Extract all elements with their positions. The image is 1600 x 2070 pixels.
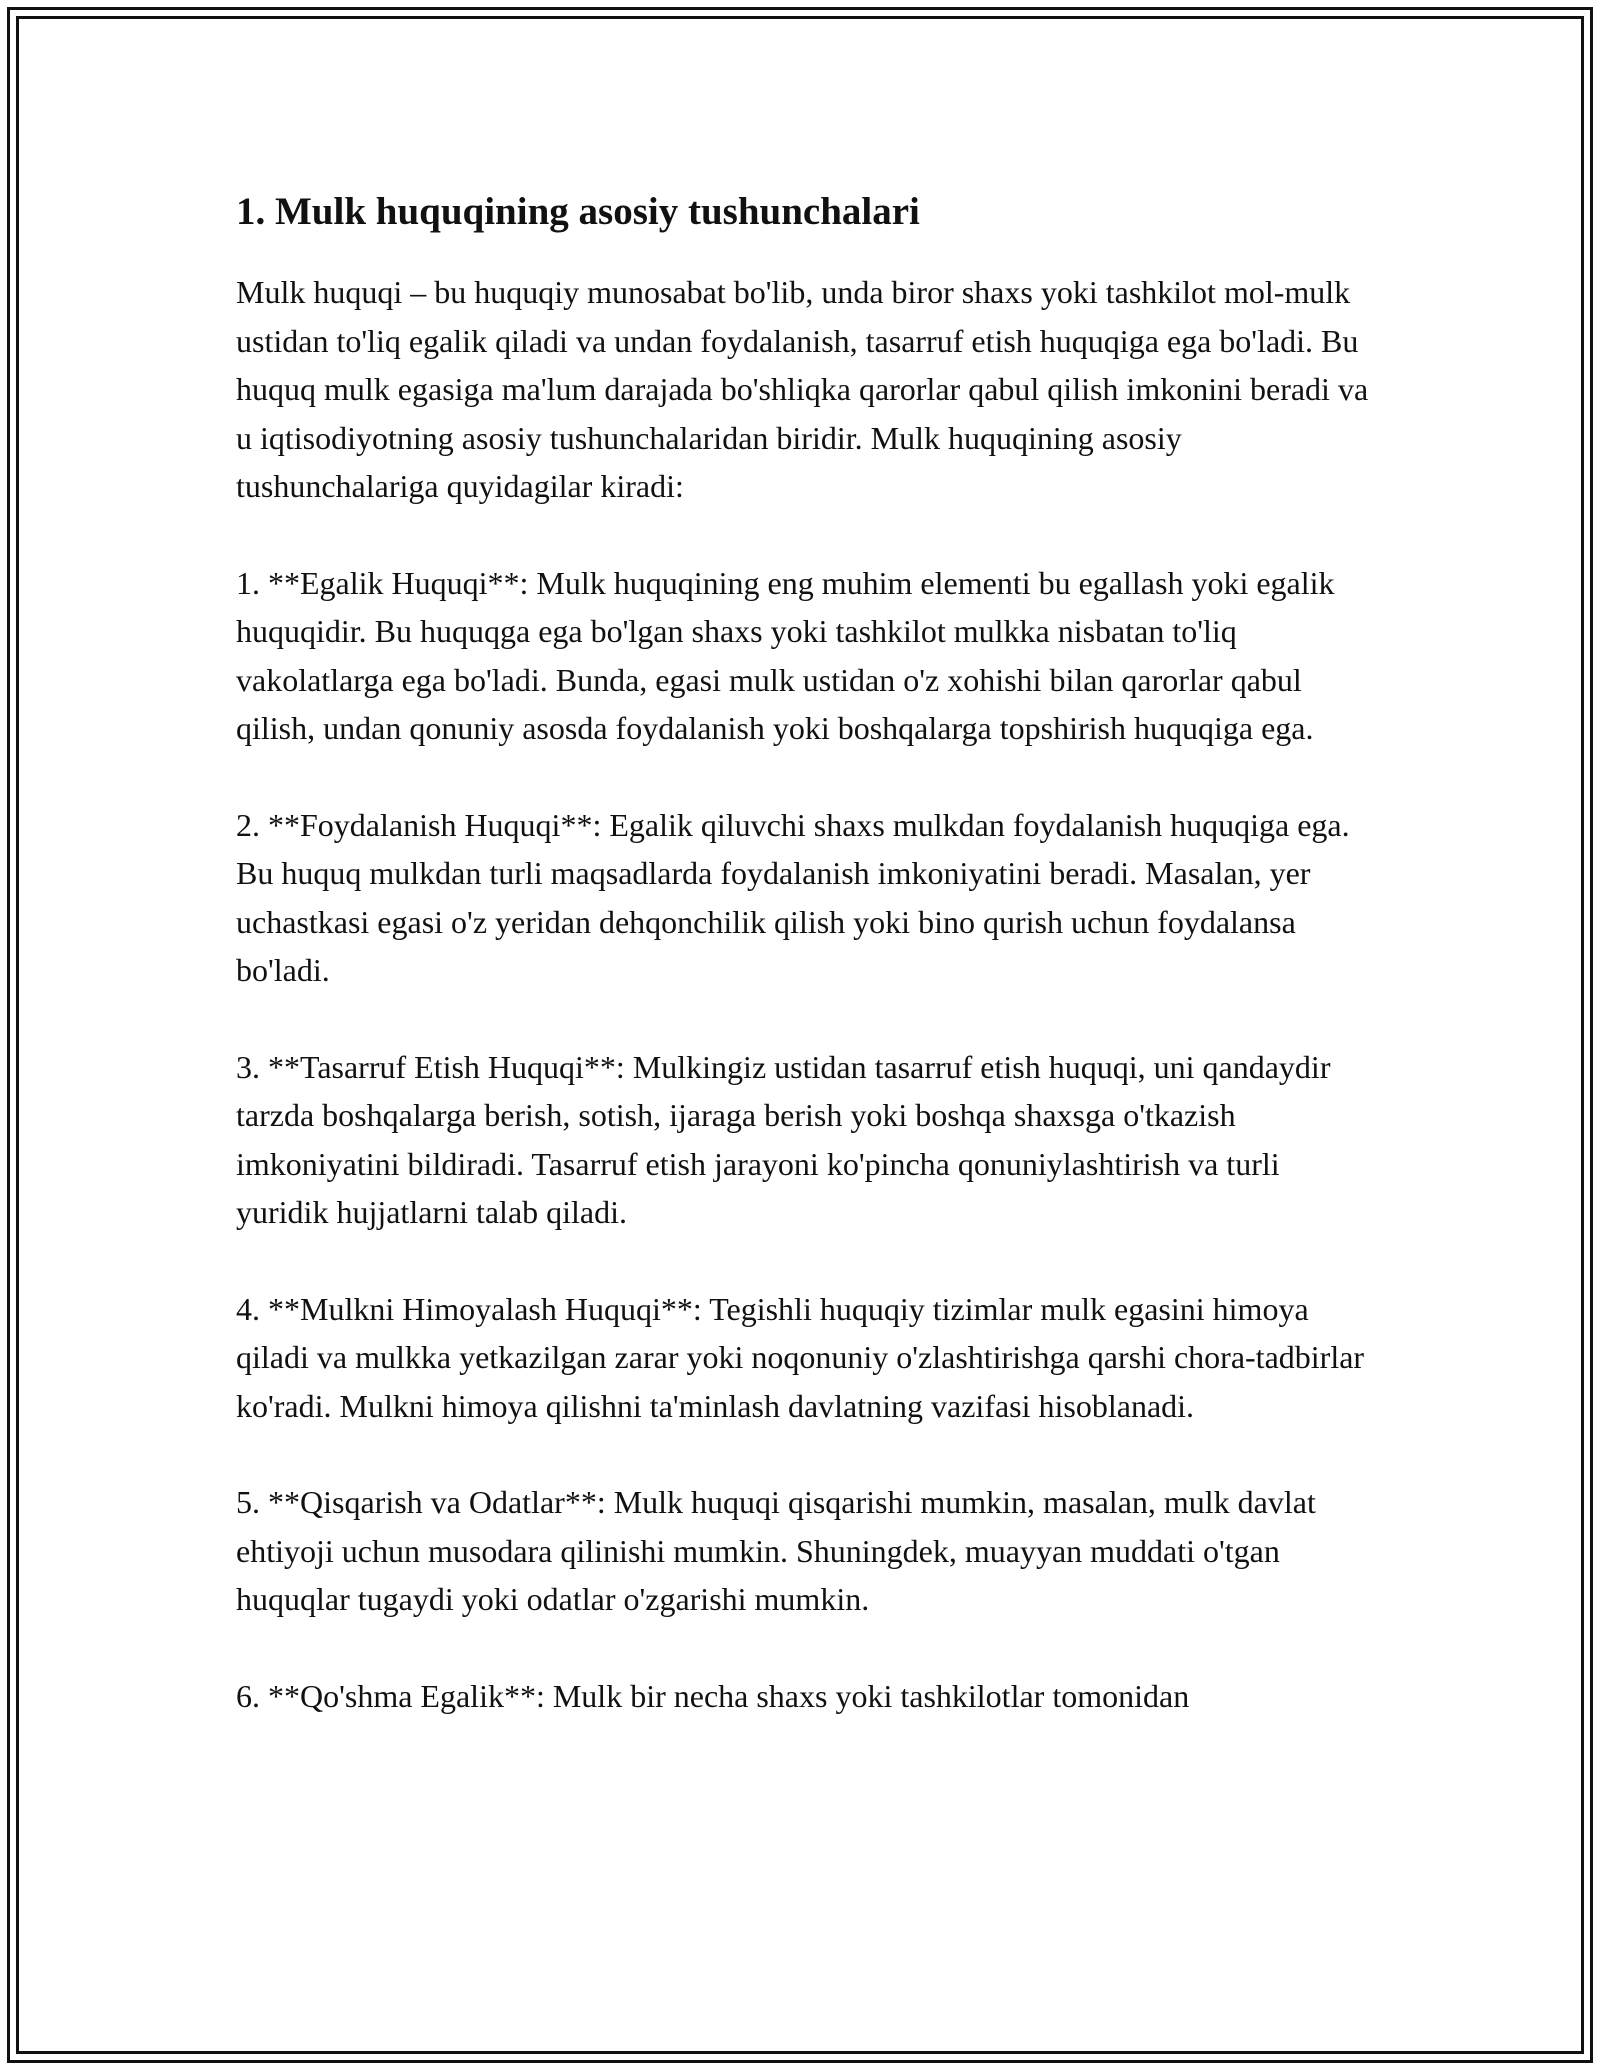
list-item-joint-ownership: 6. **Qo'shma Egalik**: Mulk bir necha shaxs yoki tashkilotlar tomonidan (236, 1677, 1190, 1714)
list-item-disposal-right: 3. **Tasarruf Etish Huquqi**: Mulkingiz ustidan tasarruf etish huquqi, uni qandaydir tarzda boshqalarga berish, sotish, ijaraga berish yoki boshqa shaxsga o'tkazish imkoniyatini bildiradi. Tasarruf etish jarayoni ko'pincha qonuniylashtirish va turli yuridik hujjatlarni talab qiladi. (236, 1048, 1331, 1230)
list-item-usage-right: 2. **Foydalanish Huquqi**: Egalik qiluvchi shaxs mulkdan foydalanish huquqiga ega. Bu huquq mulkdan turli maqsadlarda foydalanish imkoniyatini beradi. Masalan, yer uchastkasi egasi o'z yeridan dehqonchilik qilish yoki bino qurish uchun foydalansa bo'ladi. (236, 806, 1350, 988)
document-body (236, 186, 1376, 1768)
section-heading: 1. Mulk huquqining asosiy tushunchalari (236, 190, 920, 233)
list-item-restriction-customs: 5. **Qisqarish va Odatlar**: Mulk huquqi qisqarishi mumkin, masalan, mulk davlat ehtiyoji uchun musodara qilinishi mumkin. Shuningdek, muayyan muddati o'tgan huquqlar tugaydi yoki odatlar o'zgarishi mumkin. (236, 1484, 1316, 1617)
list-item-ownership-right: 1. **Egalik Huquqi**: Mulk huquqining eng muhim elementi bu egallash yoki egalik huquqidir. Bu huquqga ega bo'lgan shaxs yoki tashkilot mulkka nisbatan to'liq vakolatlarga ega bo'ladi. Bunda, egasi mulk ustidan o'z xohishi bilan qarorlar qabul qilish, undan qonuniy asosda foydalanish yoki boshqalarga topshirish huquqiga ega. (236, 564, 1335, 746)
intro-paragraph: Mulk huquqi – bu huquqiy munosabat bo'lib, unda biror shaxs yoki tashkilot mol-mulk ustidan to'liq egalik qiladi va undan foydalanish, tasarruf etish huquqiga ega bo'ladi. Bu huquq mulk egasiga ma'lum darajada bo'shliqka qarorlar qabul qilish imkonini beradi va u iqtisodiyotning asosiy tushunchalaridan biridir. Mulk huquqining asosiy tushunchalariga quyidagilar kiradi: (236, 274, 1369, 504)
list-item-protection-right: 4. **Mulkni Himoyalash Huquqi**: Tegishli huquqiy tizimlar mulk egasini himoya qiladi va mulkka yetkazilgan zarar yoki noqonuniy o'zlashtirishga qarshi chora-tadbirlar ko'radi. Mulkni himoya qilishni ta'minlash davlatning vazifasi hisoblanadi. (236, 1290, 1365, 1424)
